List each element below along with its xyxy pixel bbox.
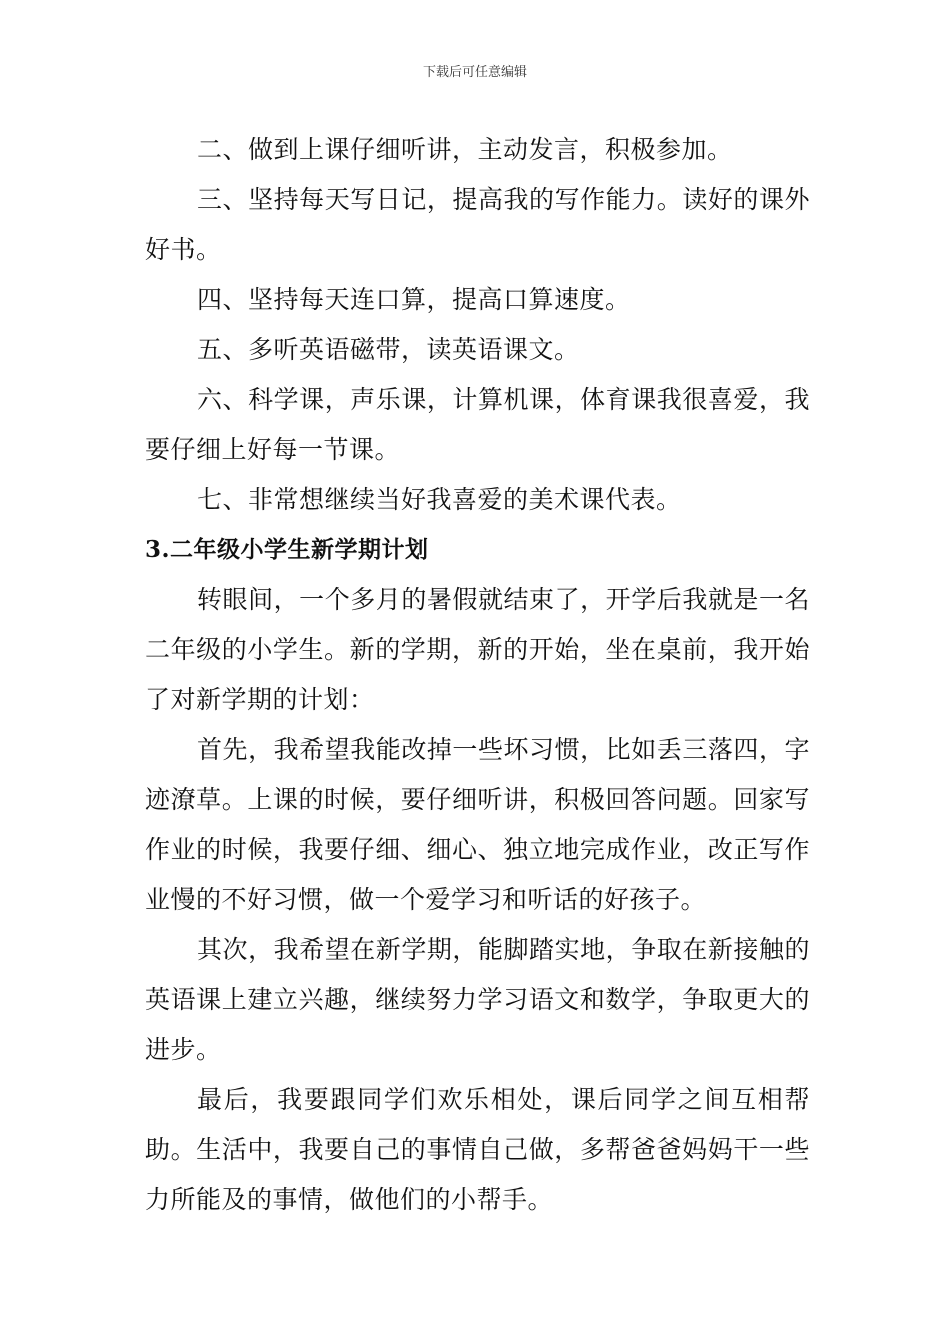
list-item-3: 三、坚持每天写日记，提高我的写作能力。读好的课外好书。 [145, 185, 810, 264]
section-heading: 3.二年级小学生新学期计划 [145, 536, 429, 563]
document-body [145, 125, 810, 1225]
list-item-2: 二、做到上课仔细听讲，主动发言，积极参加。 [197, 135, 733, 164]
section-paragraph-last: 最后，我要跟同学们欢乐相处，课后同学之间互相帮助。生活中，我要自己的事情自己做，多帮爸爸妈妈干一些力所能及的事情，做他们的小帮手。 [145, 1085, 810, 1214]
section-paragraph-second: 其次，我希望在新学期，能脚踏实地，争取在新接触的英语课上建立兴趣，继续努力学习语文和数学，争取更大的进步。 [145, 935, 810, 1064]
list-item-6: 六、科学课，声乐课，计算机课，体育课我很喜爱，我要仔细上好每一节课。 [145, 385, 810, 464]
section-paragraph-first: 首先，我希望我能改掉一些坏习惯，比如丢三落四，字迹潦草。上课的时候，要仔细听讲，积极回答问题。回家写作业的时候，我要仔细、细心、独立地完成作业，改正写作业慢的不好习惯，做一个爱学习和听话的好孩子。 [145, 735, 810, 914]
list-item-5: 五、多听英语磁带，读英语课文。 [197, 335, 580, 364]
list-item-7: 七、非常想继续当好我喜爱的美术课代表。 [197, 485, 682, 514]
page-header-note: 下载后可任意编辑 [422, 65, 527, 80]
section-paragraph-intro: 转眼间，一个多月的暑假就结束了，开学后我就是一名二年级的小学生。新的学期，新的开始，坐在桌前，我开始了对新学期的计划： [145, 585, 810, 714]
list-item-4: 四、坚持每天连口算，提高口算速度。 [197, 285, 631, 314]
